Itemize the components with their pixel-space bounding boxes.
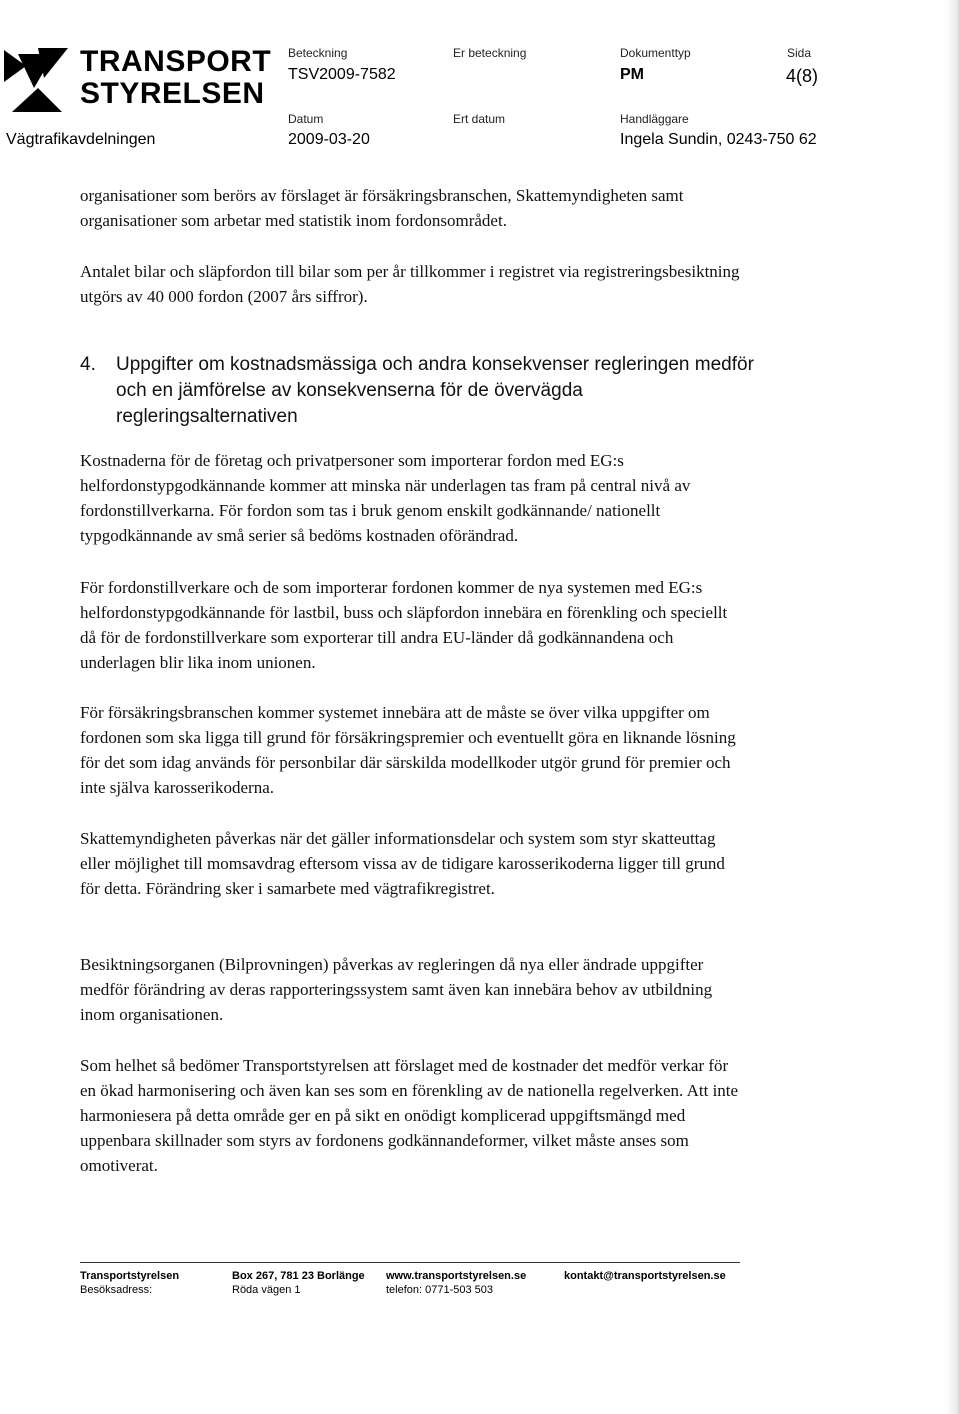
dokumenttyp-label: Dokumenttyp bbox=[620, 46, 691, 60]
handlaggare-label: Handläggare bbox=[620, 112, 689, 126]
footer-street: Röda vägen 1 bbox=[232, 1284, 301, 1296]
handlaggare-value: Ingela Sundin, 0243-750 62 bbox=[620, 131, 817, 148]
footer-web-link[interactable]: www.transportstyrelsen.se bbox=[386, 1270, 527, 1282]
body-paragraph: För försäkringsbranschen kommer systemet innebära att de måste se över vilka uppgifter om fordonen som ska ligga till grund för försäkringspremier och eventuellt göra en liknande lösning för det som idag används för personbilar där särskilda modellkoder utgör grund för premier och inte själva karosserikoderna. bbox=[80, 703, 736, 797]
body-paragraph: Kostnaderna för de företag och privatpersoner som importerar fordon med EG:s helfordonstypgodkännande kommer att minska när underlagen tas fram på central nivå av fordonstillverkarna. För fordon som tas i bruk genom enskilt godkännande/ nationellt typgodkännande av små serier så bedöms kostnaden oförändrad. bbox=[80, 451, 691, 545]
transportstyrelsen-logo bbox=[4, 44, 274, 116]
footer-org: Transportstyrelsen bbox=[80, 1270, 180, 1282]
footer-rule bbox=[80, 1262, 740, 1263]
logo-text-line1: TRANSPORT bbox=[80, 45, 272, 78]
sida-label: Sida bbox=[787, 46, 812, 60]
footer-phone: telefon: 0771-503 503 bbox=[386, 1284, 494, 1296]
footer-visit-label: Besöksadress: bbox=[80, 1284, 153, 1296]
body-paragraph: organisationer som berörs av förslaget är försäkringsbranschen, Skattemyndigheten samt organisationer som arbetar med statistik inom fordonsområdet. bbox=[80, 186, 684, 230]
beteckning-value: TSV2009-7582 bbox=[288, 66, 396, 83]
footer-email-link[interactable]: kontakt@transportstyrelsen.se bbox=[564, 1270, 726, 1282]
logo-mark-icon bbox=[4, 48, 68, 114]
body-paragraph: Som helhet så bedömer Transportstyrelsen att förslaget med de kostnader det medför verkar för en ökad harmonisering och även kan ses som en förenkling av de nationella regelverken. Att inte harmoniesera på detta område ger en på sikt en onödigt komplicerad uppgiftsmängd med uppenbara skillnader som styrs av fordonens godkännandeformer, vilket måste anses som omotiverat. bbox=[80, 1056, 739, 1175]
sida-value: 4(8) bbox=[786, 66, 819, 86]
section-title: Uppgifter om kostnadsmässiga och andra konsekvenser regleringen medför och en jämförelse av konsekvenserna för de övervägda regleringsalternativen bbox=[116, 354, 754, 427]
body-paragraph: Skattemyndigheten påverkas när det gäller informationsdelar och system som styr skatteuttag eller möjlighet till momsavdrag eftersom vissa av de tidigare karosserikoderna ligger till grund för detta. Förändring sker i samarbete med vägtrafikregistret. bbox=[80, 829, 725, 898]
footer-box: Box 267, 781 23 Borlänge bbox=[232, 1270, 365, 1282]
body-paragraph: För fordonstillverkare och de som importerar fordonen kommer de nya systemen med EG:s helfordonstypgodkännande för lastbil, buss och släpfordon innebära en förenkling och speciellt då för de fordonstillverkare som exporterar till andra EU-länder då godkännandena och underlagen blir lika inom unionen. bbox=[80, 578, 728, 672]
body-paragraph: Antalet bilar och släpfordon till bilar som per år tillkommer i registret via registreringsbesiktning utgörs av 40 000 fordon (2007 års siffror). bbox=[80, 262, 740, 306]
ert-datum-label: Ert datum bbox=[453, 112, 506, 126]
datum-label: Datum bbox=[288, 112, 324, 126]
section-number: 4. bbox=[80, 354, 96, 375]
beteckning-label: Beteckning bbox=[288, 46, 348, 60]
er-beteckning-label: Er beteckning bbox=[453, 46, 527, 60]
dokumenttyp-value: PM bbox=[620, 66, 644, 83]
datum-value: 2009-03-20 bbox=[288, 131, 370, 148]
body-paragraph: Besiktningsorganen (Bilprovningen) påverkas av regleringen då nya eller ändrade uppgifter medför förändring av deras rapporteringssystem samt även kan innebära behov av utbildning inom organisationen. bbox=[80, 955, 713, 1024]
division-name: Vägtrafikavdelningen bbox=[6, 131, 156, 148]
scan-edge-shadow bbox=[946, 0, 960, 1414]
logo-text-line2: STYRELSEN bbox=[80, 77, 265, 110]
